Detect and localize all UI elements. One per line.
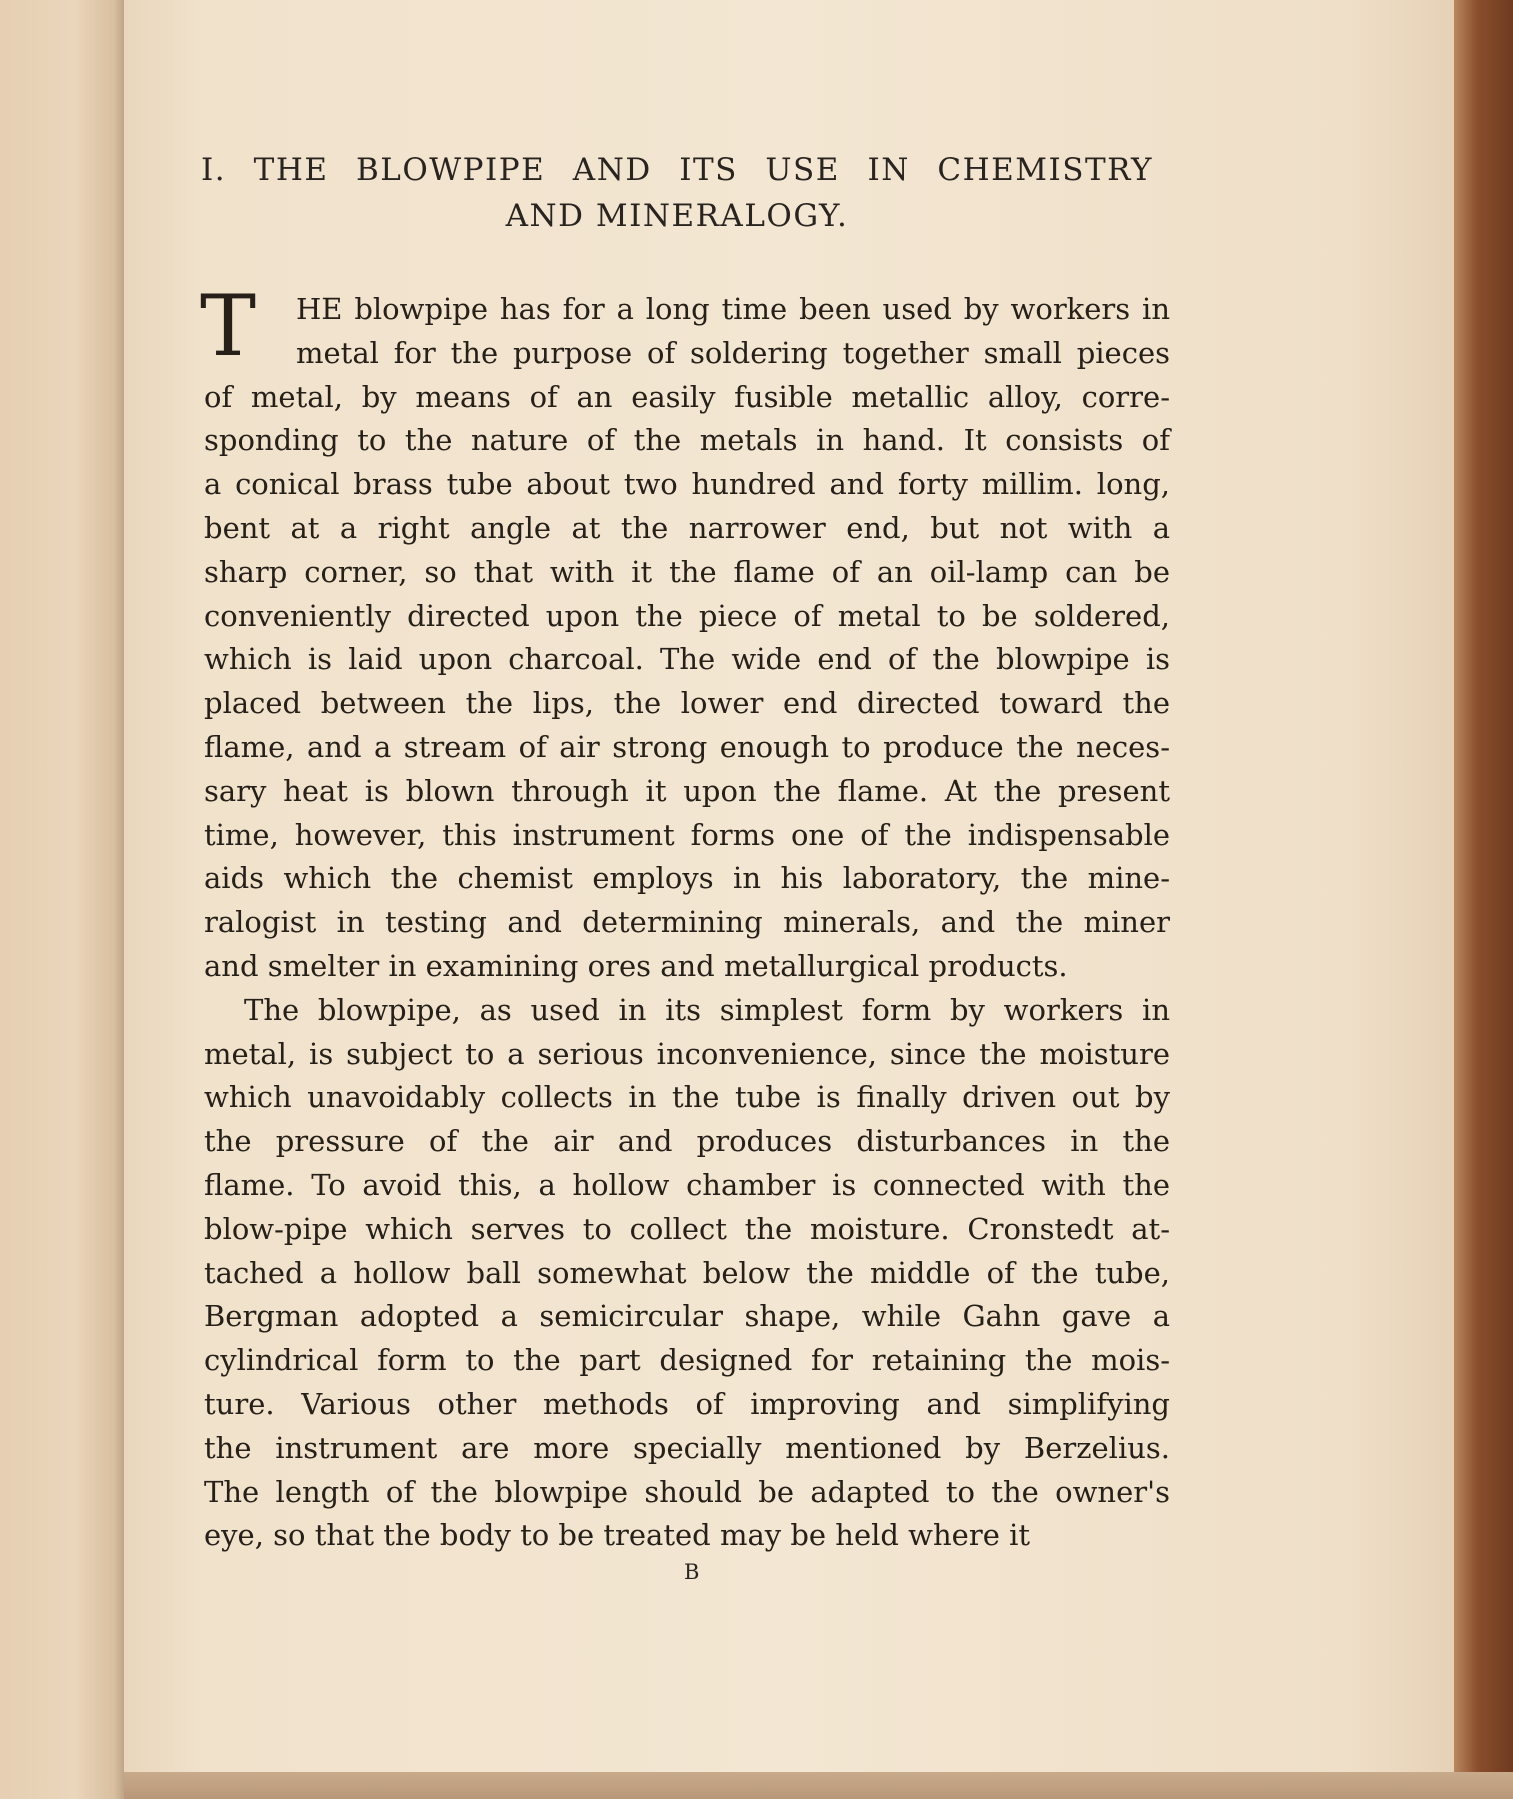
text-line: the pressure of the air and produces disturbances in the: [204, 1124, 1170, 1159]
text-line: The blowpipe, as used in its simplest form by workers in: [244, 992, 1170, 1027]
text-line: conveniently directed upon the piece of metal to be soldered,: [204, 598, 1170, 633]
text-line: flame, and a stream of air strong enough to produce the neces-: [204, 729, 1170, 764]
text-line: ralogist in testing and determining minerals, and the miner: [204, 905, 1170, 940]
body-text: [204, 288, 1170, 1558]
text-line: flame. To avoid this, a hollow chamber is connected with the: [204, 1167, 1170, 1202]
signature-mark: B: [684, 1560, 700, 1584]
text-line: blow-pipe which serves to collect the moisture. Cronstedt at-: [204, 1211, 1170, 1246]
text-line: HE blowpipe has for a long time been used by workers in: [296, 292, 1170, 326]
page-bottom-edge: [124, 1772, 1513, 1799]
chapter-heading-line-2: AND MINERALOGY.: [505, 198, 849, 234]
text-line: and smelter in examining ores and metallurgical products.: [204, 948, 1068, 983]
text-line: Bergman adopted a semicircular shape, while Gahn gave a: [204, 1299, 1170, 1334]
text-line: aids which the chemist employs in his laboratory, the mine-: [204, 861, 1170, 896]
text-line: metal, is subject to a serious inconvenience, since the moisture: [204, 1036, 1170, 1071]
text-line: of metal, by means of an easily fusible metallic alloy, corre-: [204, 379, 1170, 414]
text-line: placed between the lips, the lower end directed toward the: [204, 686, 1170, 721]
book-cover-edge: [1454, 0, 1513, 1799]
text-line: The length of the blowpipe should be adapted to the owner's: [204, 1474, 1170, 1509]
text-line: sharp corner, so that with it the flame of an oil-lamp can be: [204, 554, 1170, 589]
text-line: which is laid upon charcoal. The wide end of the blowpipe is: [204, 642, 1170, 677]
text-line: which unavoidably collects in the tube is finally driven out by: [204, 1080, 1170, 1115]
chapter-heading-line-1: I. THE BLOWPIPE AND ITS USE IN CHEMISTRY: [201, 152, 1153, 188]
text-line: sary heat is blown through it upon the flame. At the present: [204, 773, 1170, 808]
text-line: ture. Various other methods of improving and simplifying: [204, 1386, 1170, 1421]
left-page-edge: [0, 0, 124, 1799]
text-line: a conical brass tube about two hundred and forty millim. long,: [204, 467, 1170, 502]
text-line: tached a hollow ball somewhat below the middle of the tube,: [204, 1255, 1170, 1290]
text-line: time, however, this instrument forms one of the indispensable: [204, 817, 1170, 852]
text-line: metal for the purpose of soldering together small pieces: [296, 335, 1170, 370]
drop-cap: T: [200, 277, 257, 375]
text-line: the instrument are more specially mentioned by Berzelius.: [204, 1430, 1170, 1465]
text-line: bent at a right angle at the narrower end, but not with a: [204, 510, 1170, 545]
text-line: eye, so that the body to be treated may be held where it: [204, 1518, 1031, 1553]
text-line: cylindrical form to the part designed for retaining the mois-: [204, 1343, 1170, 1378]
text-line: sponding to the nature of the metals in hand. It consists of: [204, 423, 1170, 458]
